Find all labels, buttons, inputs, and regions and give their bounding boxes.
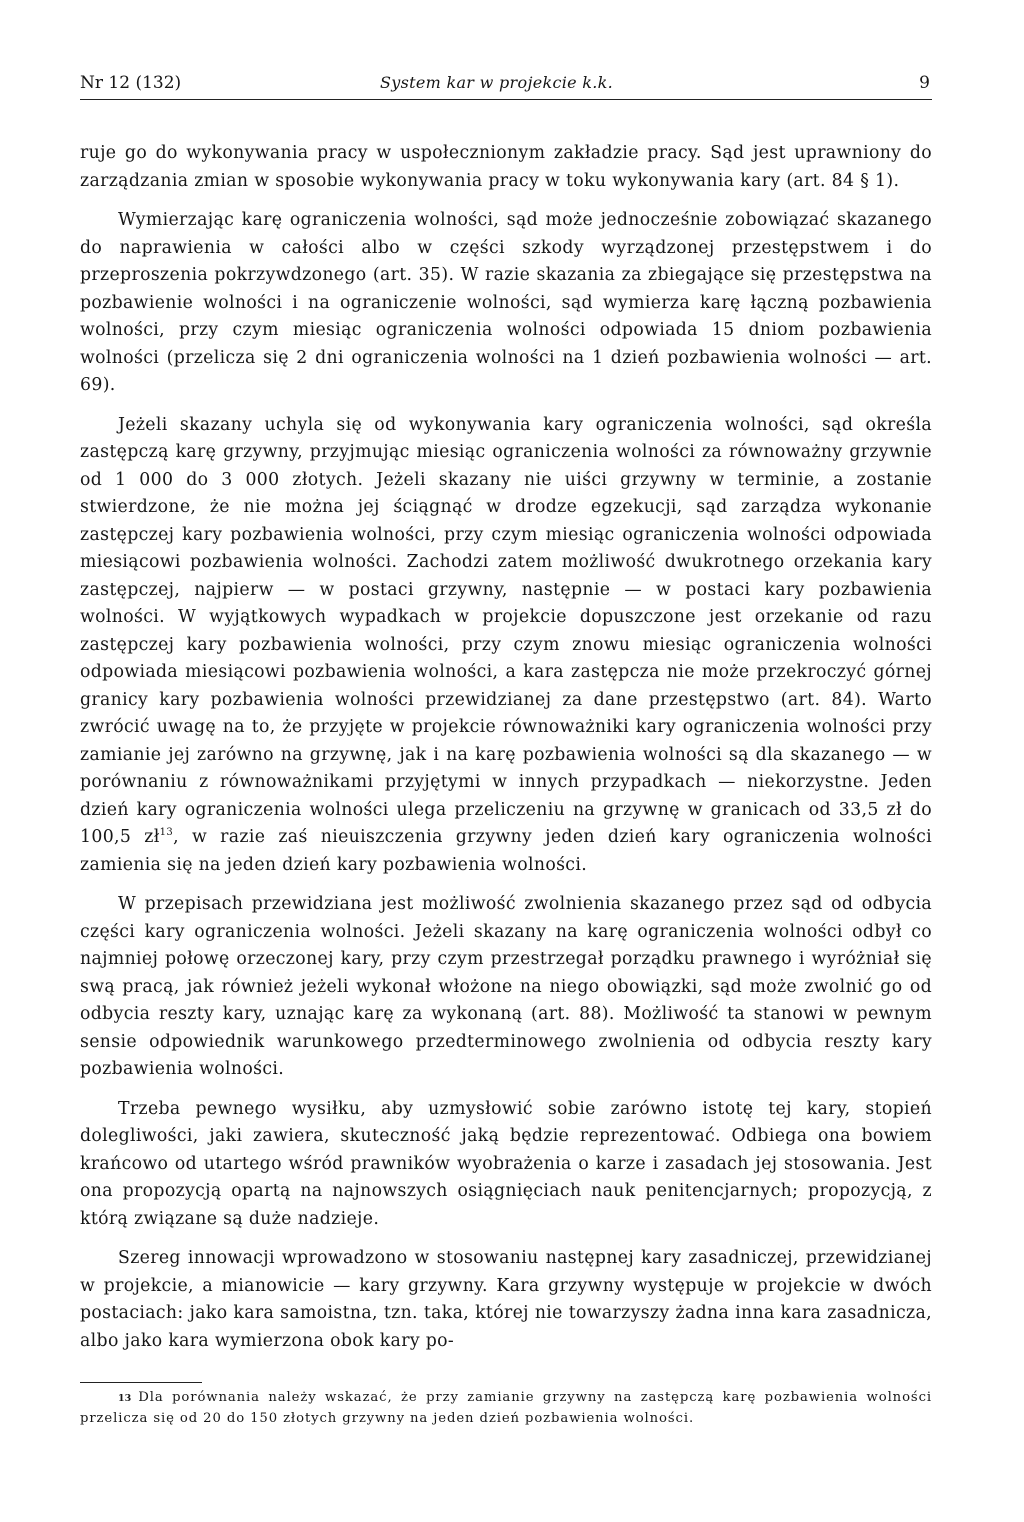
footnote xyxy=(80,1388,932,1428)
paragraph-3 xyxy=(80,412,932,880)
issue-number: Nr 12 (132) xyxy=(80,73,182,93)
paragraph-3-text-before: Jeżeli skazany uchyla się od wykonywania kary ograniczenia wolności, sąd określa zastępczą karę grzywny, przyjmując miesiąc ograniczenia wolności za równoważny grzywnie od 1 000 do 3 000 złotych. Jeżeli skazany nie uiści grzywny w terminie, a zostanie stwierdzone, że nie można jej ściągnąć w drodze egzekucji, sąd zarządza wykonanie zastępczej kary pozbawienia wolności, przy czym miesiąc ograniczenia wolności odpowiada miesiącowi pozbawienia wolności. Zachodzi zatem możliwość dwukrotnego orzekania kary zastępczej, najpierw — w postaci grzywny, następnie — w postaci kary pozbawienia wolności. W wyjątkowych wypadkach w projekcie dopuszczone jest orzekanie od razu zastępczej kary pozbawienia wolności, przy czym znowu miesiąc ograniczenia wolności odpowiada miesiącowi pozbawienia wolności, a kara zastępcza nie może przekroczyć górnej granicy kary pozbawienia wolności przewidzianej za dane przestępstwo (art. 84). Warto zwrócić uwagę na to, że przyjęte w projekcie równoważniki kary ograniczenia wolności przy zamianie jej zarówno na grzywnę, jak i na karę pozbawienia wolności są dla skazanego — w porównaniu z równoważnikami przyjętymi w innych przypadkach — niekorzystne. Jeden dzień kary ograniczenia wolności ulega przeliczeniu na grzywnę w granicach od 33,5 zł do 100,5 zł xyxy=(80,414,932,847)
header-rule xyxy=(80,99,932,100)
article-body xyxy=(80,140,932,1367)
paragraph-4: W przepisach przewidziana jest możliwość zwolnienia skazanego przez sąd od odbycia części kary ograniczenia wolności. Jeżeli skazany na karę ograniczenia wolności odbył co najmniej połowę orzeczonej kary, przy czym przestrzegał porządku prawnego i wyróżniał się swą pracą, jak również jeżeli wykonał włożone na niego obowiązki, sąd może zwolnić go od odbycia reszty kary, uznając karę za wykonaną (art. 88). Możliwość ta stanowi w pewnym sensie odpowiednik warunkowego przedterminowego zwolnienia od odbycia reszty kary pozbawienia wolności. xyxy=(80,894,932,1079)
footnote-number: 13 xyxy=(118,1393,132,1404)
footnote-rule xyxy=(80,1382,202,1383)
paragraph-2: Wymierzając karę ograniczenia wolności, sąd może jednocześnie zobowiązać skazanego do naprawienia w całości albo w części szkody wyrządzonej przestępstwem i do przeproszenia pokrzywdzonego (art. 35). W razie skazania za zbiegające się przestępstwa na pozbawienie wolności i na ograniczenie wolności, sąd wymierza karę łączną pozbawienia wolności, przy czym miesiąc ograniczenia wolności odpowiada 15 dniom pozbawienia wolności (przelicza się 2 dni ograniczenia wolności na 1 dzień pozbawienia wolności — art. 69). xyxy=(80,210,932,395)
paragraph-3-text-after: , w razie zaś nieuiszczenia grzywny jeden dzień kary ograniczenia wolności zamienia się na jeden dzień kary pozbawienia wolności. xyxy=(80,827,932,875)
page-number: 9 xyxy=(919,73,930,93)
paragraph-5: Trzeba pewnego wysiłku, aby uzmysłowić sobie zarówno istotę tej kary, stopień dolegliwości, jaki zawiera, skuteczność jaką będzie reprezentować. Odbiega ona bowiem krańcowo od utartego wśród prawników wyobrażenia o karze i zasadach jej stosowania. Jest ona propozycją opartą na najnowszych osiągnięciach nauk penitencjarnych; propozycją, z którą związane są duże nadzieje. xyxy=(80,1098,932,1229)
footnote-reference[interactable]: 13 xyxy=(159,827,174,839)
paragraph-1: ruje go do wykonywania pracy w uspołecznionym zakładzie pracy. Sąd jest uprawniony do zarządzania zmian w sposobie wykonywania pracy w toku wykonywania kary (art. 84 § 1). xyxy=(80,143,932,191)
paragraph-6: Szereg innowacji wprowadzono w stosowaniu następnej kary zasadniczej, przewidzianej w projekcie, a mianowicie — kary grzywny. Kara grzywny występuje w projekcie w dwóch postaciach: jako kara samoistna, tzn. taka, której nie towarzyszy żadna inna kara zasadnicza, albo jako kara wymierzona obok kary po- xyxy=(80,1248,932,1351)
running-title: System kar w projekcie k.k. xyxy=(380,73,614,92)
footnote-text: Dla porównania należy wskazać, że przy zamianie grzywny na zastępczą karę pozbawienia wolności przelicza się od 20 do 150 złotych grzywny na jeden dzień pozbawienia wolności. xyxy=(80,1390,932,1426)
page-header xyxy=(80,66,932,100)
